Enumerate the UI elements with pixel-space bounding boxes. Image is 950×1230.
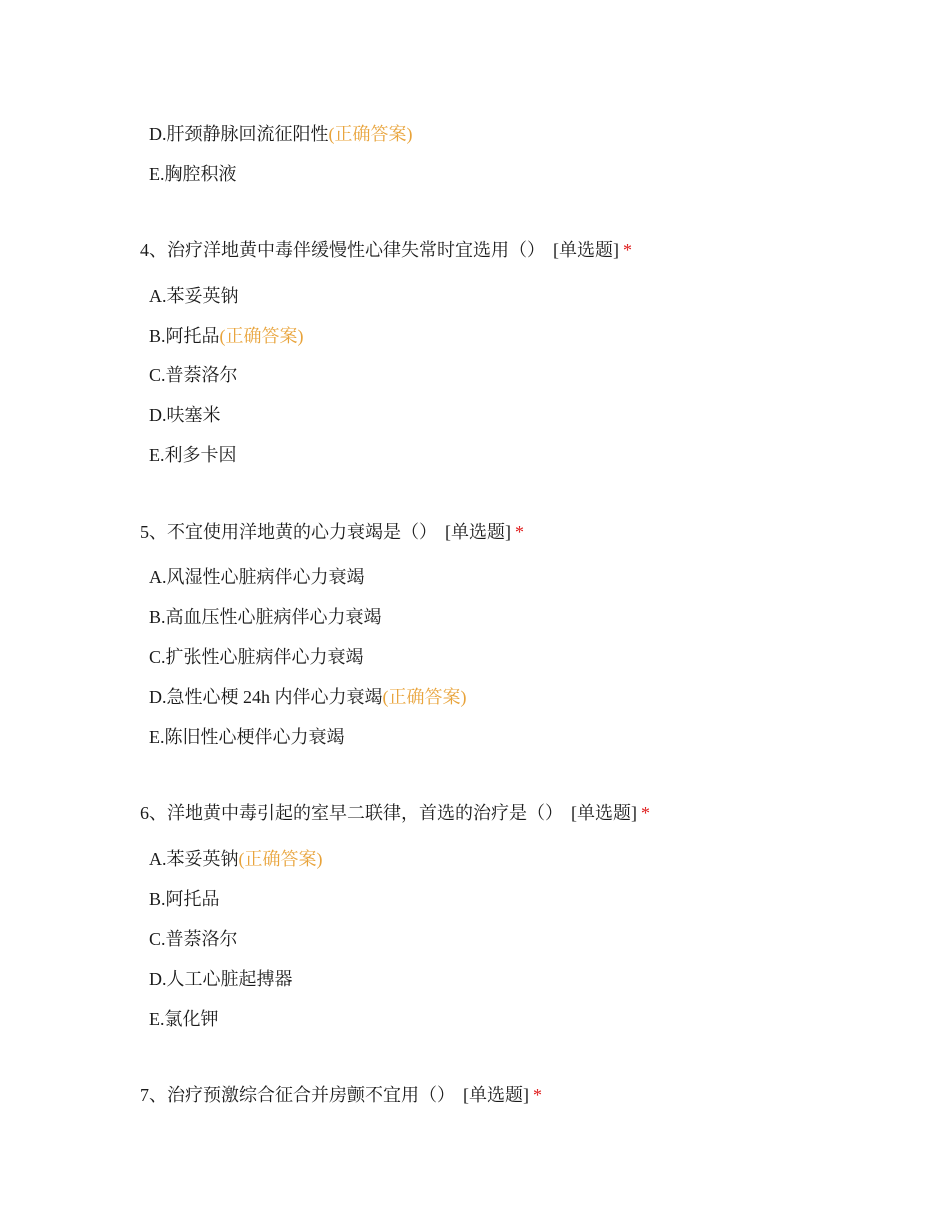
option-6-c xyxy=(149,927,238,951)
correct-answer-marker: (正确答案) xyxy=(238,849,323,869)
question-5-title xyxy=(140,520,524,544)
required-marker: * xyxy=(515,522,524,542)
option-label: A.苯妥英钠 xyxy=(149,286,239,306)
option-6-a xyxy=(149,847,323,871)
option-3-e xyxy=(149,162,237,186)
required-marker: * xyxy=(623,240,632,260)
required-marker: * xyxy=(533,1085,542,1105)
option-label: E.氯化钾 xyxy=(149,1009,219,1029)
option-label: B.阿托品 xyxy=(149,889,220,909)
option-label: D.呋塞米 xyxy=(149,405,221,425)
option-4-b xyxy=(149,324,304,348)
correct-answer-marker: (正确答案) xyxy=(219,326,304,346)
option-label: A.风湿性心脏病伴心力衰竭 xyxy=(149,567,365,587)
option-3-d xyxy=(149,122,413,146)
option-5-d xyxy=(149,685,467,709)
option-label: E.陈旧性心梗伴心力衰竭 xyxy=(149,727,345,747)
correct-answer-marker: (正确答案) xyxy=(328,124,413,144)
question-6-title xyxy=(140,801,650,825)
option-label: C.普萘洛尔 xyxy=(149,365,238,385)
correct-answer-marker: (正确答案) xyxy=(382,687,467,707)
question-type: [单选题] xyxy=(553,240,619,260)
option-label: C.扩张性心脏病伴心力衰竭 xyxy=(149,647,364,667)
required-marker: * xyxy=(641,803,650,823)
question-text: 7、治疗预激综合征合并房颤不宜用（） xyxy=(140,1085,455,1105)
question-type: [单选题] xyxy=(463,1085,529,1105)
question-type: [单选题] xyxy=(571,803,637,823)
question-7-title xyxy=(140,1083,542,1107)
option-label: E.利多卡因 xyxy=(149,445,237,465)
option-6-e xyxy=(149,1007,219,1031)
question-type: [单选题] xyxy=(445,522,511,542)
option-5-e xyxy=(149,725,345,749)
option-5-b xyxy=(149,605,382,629)
option-6-d xyxy=(149,967,293,991)
option-label: E.胸腔积液 xyxy=(149,164,237,184)
option-5-a xyxy=(149,565,365,589)
option-4-e xyxy=(149,443,237,467)
option-4-a xyxy=(149,284,239,308)
option-5-c xyxy=(149,645,364,669)
question-4-title xyxy=(140,238,632,262)
option-label: D.急性心梗 24h 内伴心力衰竭 xyxy=(149,687,383,707)
question-text: 5、不宜使用洋地黄的心力衰竭是（） xyxy=(140,522,437,542)
option-4-d xyxy=(149,403,221,427)
option-label: B.阿托品 xyxy=(149,326,220,346)
option-label: C.普萘洛尔 xyxy=(149,929,238,949)
option-4-c xyxy=(149,363,238,387)
option-label: B.高血压性心脏病伴心力衰竭 xyxy=(149,607,382,627)
option-label: A.苯妥英钠 xyxy=(149,849,239,869)
option-label: D.肝颈静脉回流征阳性 xyxy=(149,124,329,144)
option-6-b xyxy=(149,887,220,911)
option-label: D.人工心脏起搏器 xyxy=(149,969,293,989)
question-text: 6、洋地黄中毒引起的室早二联律，首选的治疗是（） xyxy=(140,803,563,823)
question-text: 4、治疗洋地黄中毒伴缓慢性心律失常时宜选用（） xyxy=(140,240,545,260)
